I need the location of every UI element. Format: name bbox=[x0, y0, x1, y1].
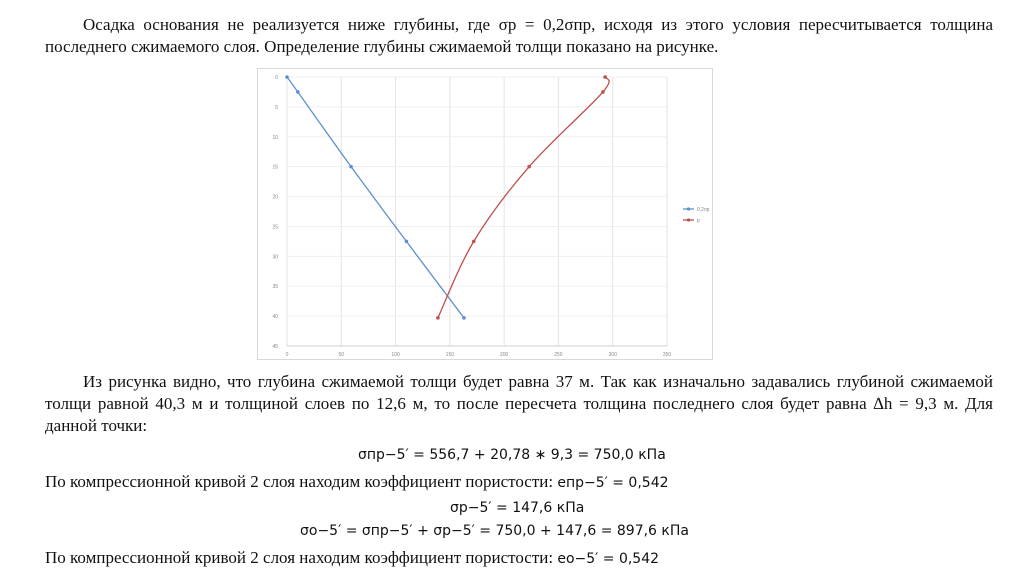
series-2-point bbox=[527, 165, 531, 169]
series-line-2 bbox=[438, 77, 609, 318]
x-tick-label: 100 bbox=[391, 352, 400, 358]
x-tick-label: 200 bbox=[499, 352, 509, 358]
series-1-point bbox=[405, 240, 409, 244]
legend-label-2: р bbox=[697, 218, 700, 224]
series-2-point bbox=[603, 75, 607, 79]
y-tick-label: 40 bbox=[272, 314, 278, 321]
equation-sigma-pr: σпр−5′ = 556,7 + 20,78 ∗ 9,3 = 750,0 кПа bbox=[358, 447, 666, 463]
porosity-line-2-value: eо−5′ = 0,542 bbox=[557, 551, 660, 567]
series-2-point bbox=[601, 90, 605, 94]
porosity-line-2-text: По компрессионной кривой 2 слоя находим коэффициент пористости: bbox=[45, 548, 554, 567]
series-1-point bbox=[349, 165, 353, 169]
equation-sigma-p: σр−5′ = 147,6 кПа bbox=[450, 500, 585, 516]
series-2-point bbox=[436, 316, 440, 320]
x-tick-label: 50 bbox=[338, 352, 345, 358]
y-tick-label: 10 bbox=[272, 134, 278, 141]
result-paragraph bbox=[45, 371, 993, 437]
y-tick-label: 25 bbox=[272, 224, 278, 231]
y-tick-label: 20 bbox=[272, 194, 278, 201]
series-line-1 bbox=[287, 77, 464, 318]
x-tick-label: 350 bbox=[662, 352, 672, 358]
y-tick-label: 45 bbox=[272, 344, 278, 350]
series-2-point bbox=[472, 240, 476, 244]
equation-sigma-o: σо−5′ = σпр−5′ + σр−5′ = 750,0 + 147,6 = 897,6 кПа bbox=[300, 523, 689, 539]
porosity-line-1-text: По компрессионной кривой 2 слоя находим коэффициент пористости: bbox=[45, 472, 554, 491]
y-tick-label: 0 bbox=[275, 75, 278, 81]
series-1-point bbox=[296, 90, 300, 94]
x-tick-label: 0 bbox=[285, 352, 289, 358]
series-1-point bbox=[462, 316, 466, 320]
x-tick-label: 250 bbox=[554, 352, 563, 358]
depth-chart bbox=[257, 68, 713, 360]
series-1-point bbox=[285, 75, 289, 79]
intro-paragraph bbox=[45, 14, 993, 58]
x-tick-label: 150 bbox=[445, 352, 455, 358]
legend-marker-1 bbox=[687, 207, 690, 210]
y-tick-label: 5 bbox=[275, 104, 278, 111]
x-tick-label: 300 bbox=[608, 352, 617, 358]
porosity-line-1 bbox=[45, 472, 669, 492]
porosity-line-1-value: eпр−5′ = 0,542 bbox=[557, 475, 669, 491]
porosity-line-2 bbox=[45, 548, 659, 568]
y-tick-label: 15 bbox=[272, 164, 278, 171]
result-paragraph-text: Из рисунка видно, что глубина сжимаемой толщи будет равна 37 м. Так как изначально задавались глубиной сжимаемой толщи равной 40,3 м и толщиной слоев по 12,6 м, то после пересчета толщина последнего слоя будет равна ∆h = 9,3 м. Для данной точки: bbox=[45, 372, 993, 435]
y-tick-label: 35 bbox=[272, 284, 278, 291]
legend-label-1: 0,2пр bbox=[697, 207, 710, 213]
depth-chart-svg bbox=[258, 69, 712, 359]
y-tick-label: 30 bbox=[272, 254, 278, 261]
intro-paragraph-text: Осадка основания не реализуется ниже глубины, где σр = 0,2σпр, исходя из этого условия пересчитывается толщина последнего сжимаемого слоя. Определение глубины сжимаемой толщи показано на рисунке. bbox=[45, 15, 993, 56]
legend-marker-2 bbox=[687, 218, 690, 221]
